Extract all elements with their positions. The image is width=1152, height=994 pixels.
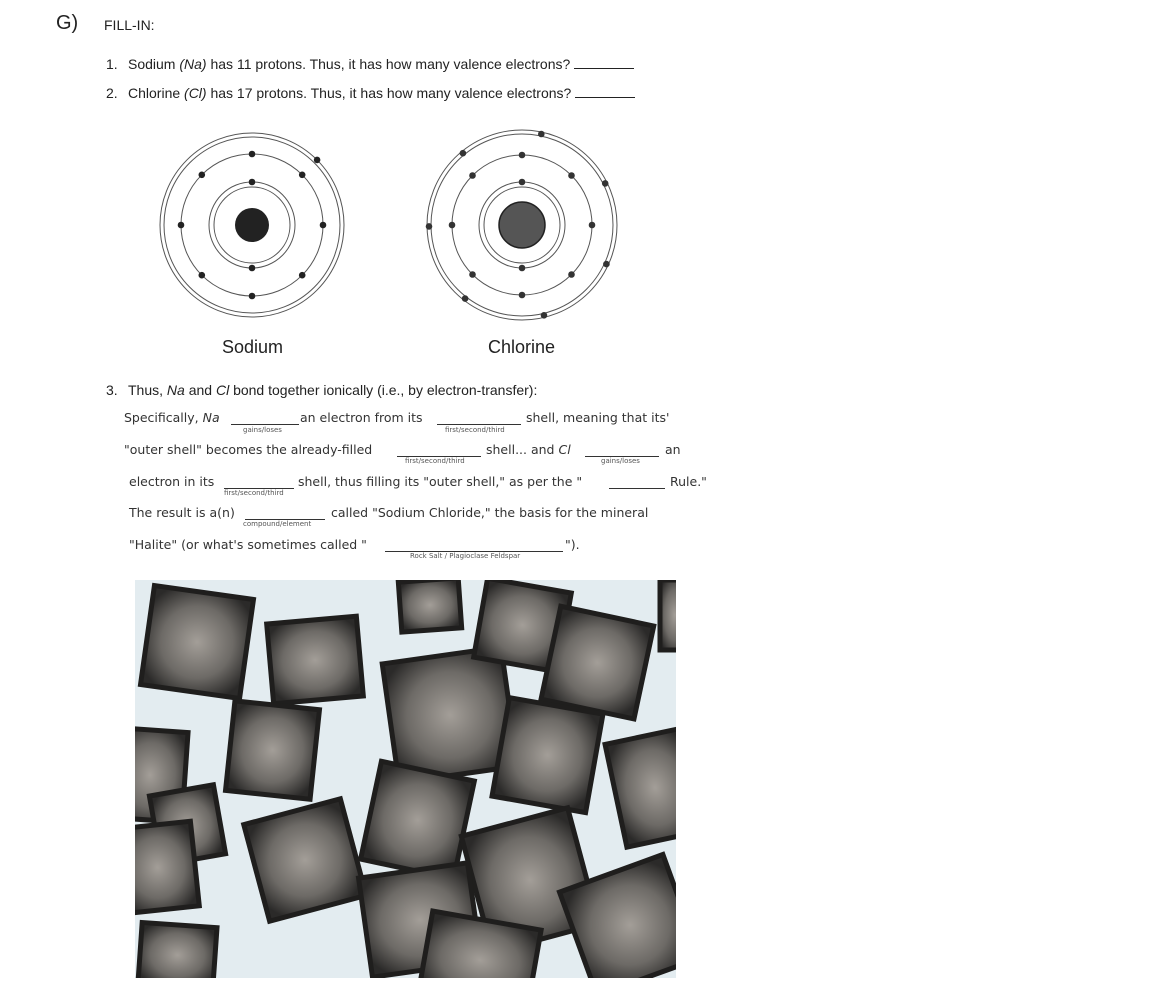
electron (199, 272, 206, 279)
question-2: 2. Chlorine (Cl) has 17 protons. Thus, it has how many valence electrons? (106, 85, 635, 101)
section-letter: G) (56, 12, 79, 34)
question-number: 2. (106, 85, 118, 101)
q3-text: "Halite" (or what's sometimes called " (129, 537, 367, 552)
electron (426, 223, 433, 230)
electron (299, 272, 306, 279)
q3-text: The result is a(n) (129, 505, 235, 520)
section-title: FILL-IN: (104, 17, 155, 33)
hint-shell: first/second/third (224, 489, 284, 497)
electron (249, 179, 256, 186)
q3-text: shell, thus filling its "outer shell," as per the " (298, 474, 583, 489)
blank-gains-loses-1[interactable] (231, 424, 299, 425)
element-symbol: (Cl) (184, 85, 207, 101)
electron (589, 222, 596, 229)
electron (249, 151, 256, 158)
electron (519, 152, 526, 159)
halite-crystals-photo (135, 580, 676, 978)
electron (602, 180, 609, 187)
electron (462, 295, 469, 302)
electron (519, 179, 526, 186)
bohr-diagrams (0, 0, 700, 330)
q3-text: Rule." (670, 474, 707, 489)
q3-text: Specifically, Na (124, 410, 220, 425)
salt-crystals-image (135, 580, 676, 978)
q3-text: shell... and Cl (486, 442, 571, 457)
electron (178, 222, 185, 229)
q3-text: "outer shell" becomes the already-filled (124, 442, 373, 457)
electron (469, 271, 476, 278)
electron (519, 292, 526, 299)
element-symbol: (Na) (179, 56, 207, 72)
hint-shell: first/second/third (445, 426, 505, 434)
electron (199, 172, 206, 179)
electron (249, 293, 256, 300)
q3-text: "). (565, 537, 580, 552)
sodium-atom-diagram (160, 133, 344, 317)
electron (314, 157, 321, 164)
q3-text: electron in its (129, 474, 215, 489)
electron (249, 265, 256, 272)
sodium-nucleus (235, 208, 269, 242)
electron (460, 150, 467, 157)
hint-compound: compound/element (243, 520, 312, 528)
chlorine-nucleus (499, 202, 545, 248)
electron (538, 131, 545, 138)
electron (568, 271, 575, 278)
electron (469, 172, 476, 179)
electron (568, 172, 575, 179)
electron (320, 222, 327, 229)
hint-mineral: Rock Salt / Plagioclase Feldspar (410, 552, 521, 560)
blank-rule[interactable] (609, 488, 665, 489)
electron (449, 222, 456, 229)
q3-text: an (665, 442, 681, 457)
hint-shell: first/second/third (405, 457, 465, 465)
question-3: 3. Thus, Na and Cl bond together ionically (i.e., by electron-transfer): (106, 382, 538, 398)
sodium-label: Sodium (222, 337, 284, 357)
hint-gains-loses: gains/loses (243, 426, 282, 434)
blank-shell-1[interactable] (437, 424, 521, 425)
question-1: 1. Sodium (Na) has 11 protons. Thus, it has how many valence electrons? (106, 56, 634, 72)
q3-text: shell, meaning that its' (526, 410, 670, 425)
electron (299, 172, 306, 179)
question-number: 1. (106, 56, 118, 72)
hint-gains-loses: gains/loses (601, 457, 640, 465)
q3-text: called "Sodium Chloride," the basis for the mineral (331, 505, 649, 520)
chlorine-label: Chlorine (488, 337, 556, 357)
electron (603, 261, 610, 268)
q3-text: an electron from its (300, 410, 423, 425)
question-number: 3. (106, 382, 118, 398)
electron (519, 265, 526, 272)
chlorine-atom-diagram (426, 130, 617, 320)
electron (541, 312, 548, 319)
